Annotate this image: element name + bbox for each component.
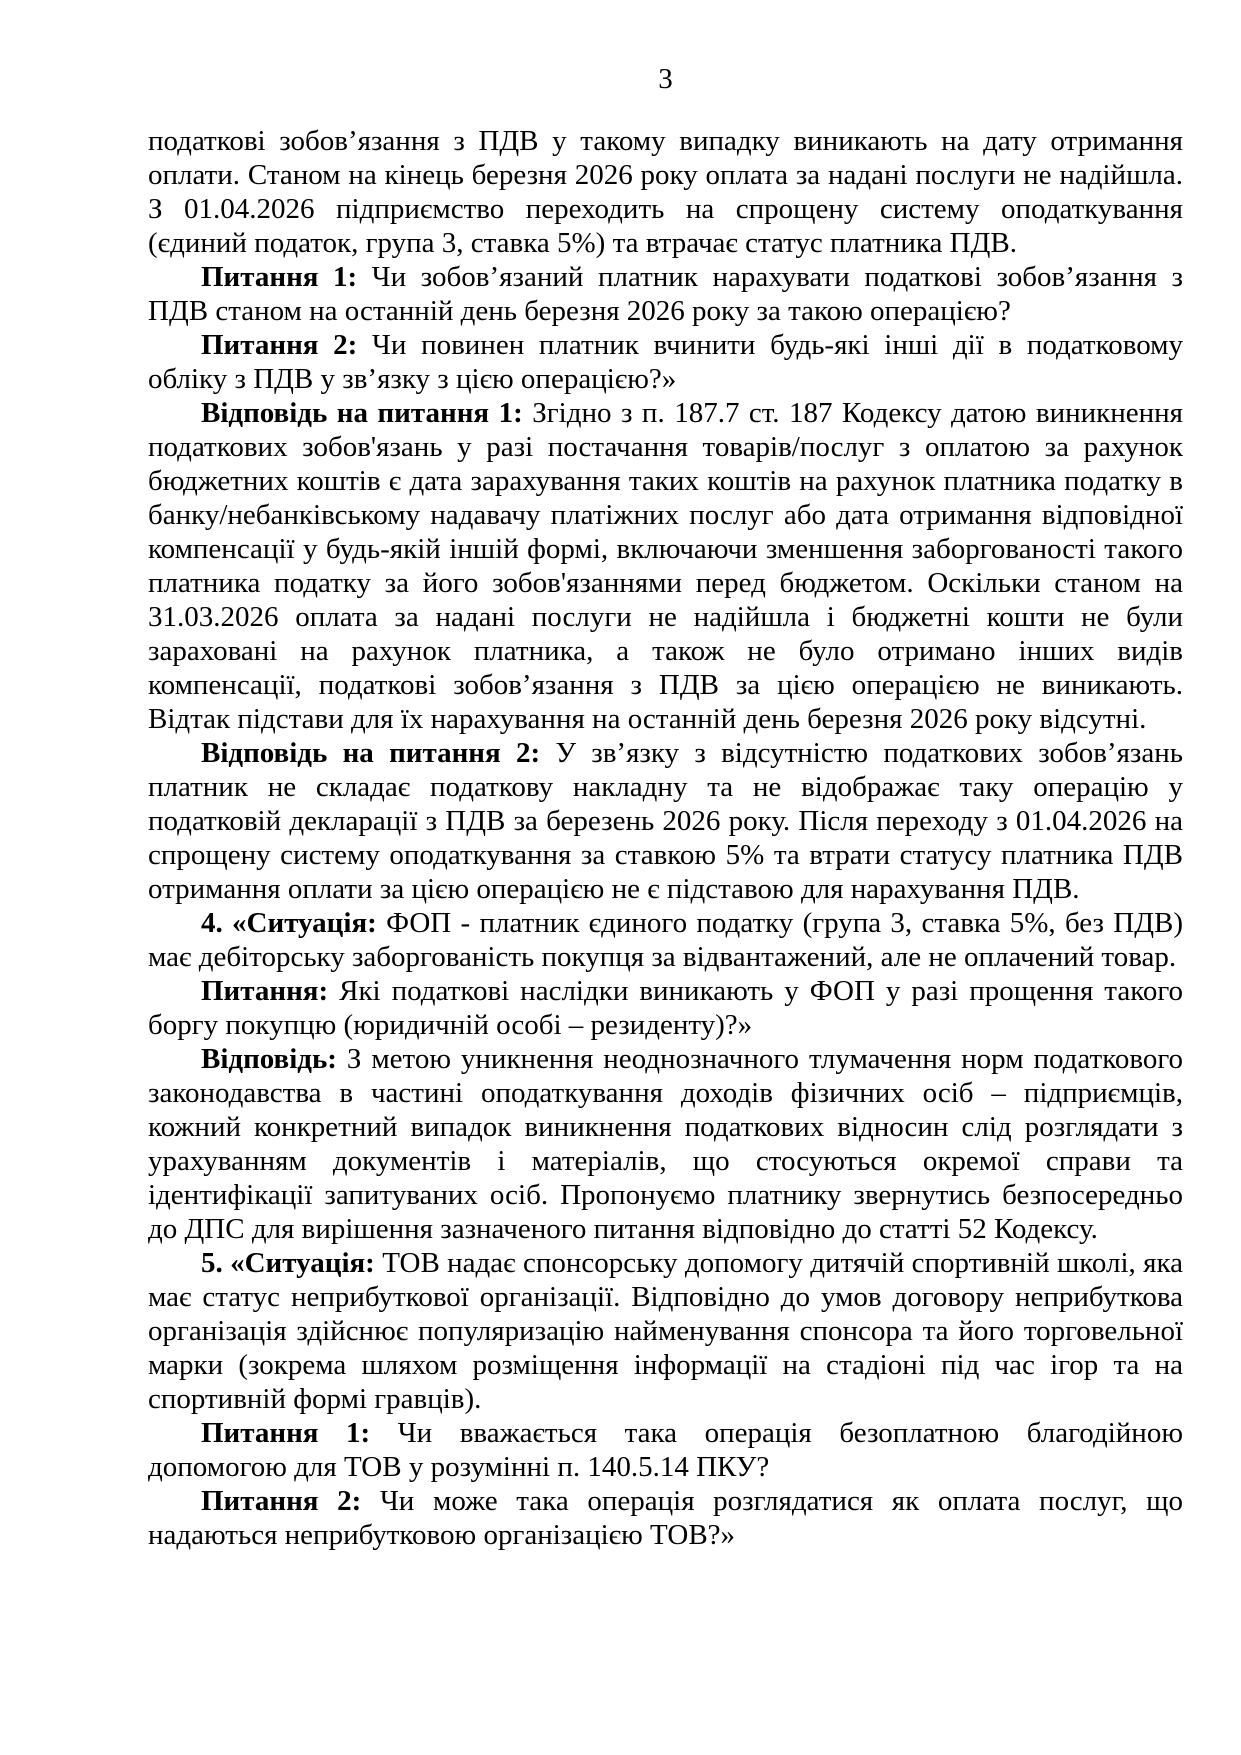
paragraph: Питання 1: Чи вважається така операція безоплатною благодійною допомогою для ТОВ у розумінні п. 140.5.14 ПКУ? bbox=[148, 1417, 1183, 1483]
paragraph: Питання 2: Чи може така операція розглядатися як оплата послуг, що надаються неприбутковою організацією ТОВ?» bbox=[148, 1485, 1183, 1551]
paragraph-lead: 5. «Ситуація: bbox=[201, 1247, 375, 1279]
paragraph: Питання: Які податкові наслідки виникають у ФОП у разі прощення такого боргу покупцю (юридичній особі – резиденту)?» bbox=[148, 975, 1183, 1041]
paragraph: 4. «Ситуація: ФОП - платник єдиного податку (група 3, ставка 5%, без ПДВ) має дебіторську заборгованість покупця за відвантажений, але не оплачений товар. bbox=[148, 907, 1184, 973]
paragraph: Відповідь: З метою уникнення неоднозначного тлумачення норм податкового законодавства в частині оподаткування доходів фізичних осіб – підприємців, кожний конкретний випадок виникнення податкових відносин слід розглядати з урахуванням документів і матеріалів, що стосуються окремої справи та ідентифікації запитуваних осіб. Пропонуємо платнику звернутись безпосередньо до ДПС для вирішення зазначеного питання відповідно до статті 52 Кодексу. bbox=[148, 1043, 1183, 1245]
paragraph: Відповідь на питання 2: У зв’язку з відсутністю податкових зобов’язань платник не складає податкову накладну та не відображає таку операцію у податковій декларації з ПДВ за березень 2026 року. Після переходу з 01.04.2026 на спрощену систему оподаткування за ставкою 5% та втрати статусу платника ПДВ отримання оплати за цією операцією не є підставою для нарахування ПДВ. bbox=[148, 737, 1183, 905]
paragraph-lead: 4. «Ситуація: bbox=[201, 907, 377, 939]
paragraph: Відповідь на питання 1: Згідно з п. 187.7 ст. 187 Кодексу датою виникнення податкових зобов'язань у разі постачання товарів/послуг з оплатою за рахунок бюджетних коштів є дата зарахування таких коштів на рахунок платника податку в банку/небанківському надавачу платіжних послуг або дата отримання відповідної компенсації у будь-якій іншій формі, включаючи зменшення заборгованості такого платника податку за його зобов'язаннями перед бюджетом. Оскільки станом на 31.03.2026 оплата за надані послуги не надійшла і бюджетні кошти не були зараховані на рахунок платника, а також не було отримано інших видів компенсації, податкові зобов’язання з ПДВ за цією операцією не виникають. Відтак підстави для їх нарахування на останній день березня 2026 року відсутні. bbox=[148, 397, 1183, 735]
paragraph-lead: Відповідь на питання 2: bbox=[201, 737, 541, 769]
paragraph-lead: Питання 2: bbox=[201, 1485, 362, 1517]
paragraph: Питання 1: Чи зобов’язаний платник нарахувати податкові зобов’язання з ПДВ станом на останній день березня 2026 року за такою операцією? bbox=[148, 261, 1183, 327]
paragraph-lead: Питання 2: bbox=[201, 329, 358, 361]
paragraph-lead: Питання 1: bbox=[201, 1417, 371, 1449]
paragraph: податкові зобов’язання з ПДВ у такому випадку виникають на дату отримання оплати. Станом на кінець березня 2026 року оплата за надані послуги не надійшла. З 01.04.2026 підприємство переходить на спрощену систему оподаткування (єдиний податок, група 3, ставка 5%) та втрачає статус платника ПДВ. bbox=[148, 125, 1183, 259]
paragraph-lead: Питання 1: bbox=[201, 261, 358, 293]
paragraph-lead: Відповідь на питання 1: bbox=[201, 397, 523, 429]
paragraph-lead: Питання: bbox=[201, 975, 329, 1007]
paragraph-lead: Відповідь: bbox=[201, 1043, 337, 1075]
document-body bbox=[148, 124, 1183, 1552]
page-number: 3 bbox=[658, 63, 673, 95]
paragraph: 5. «Ситуація: ТОВ надає спонсорську допомогу дитячій спортивній школі, яка має статус неприбуткової організації. Відповідно до умов договору неприбуткова організація здійснює популяризацію найменування спонсора та його торговельної марки (зокрема шляхом розміщення інформації на стадіоні під час ігор та на спортивній формі гравців). bbox=[148, 1247, 1183, 1415]
paragraph: Питання 2: Чи повинен платник вчинити будь-які інші дії в податковому обліку з ПДВ у зв’язку з цією операцією?» bbox=[148, 329, 1183, 395]
